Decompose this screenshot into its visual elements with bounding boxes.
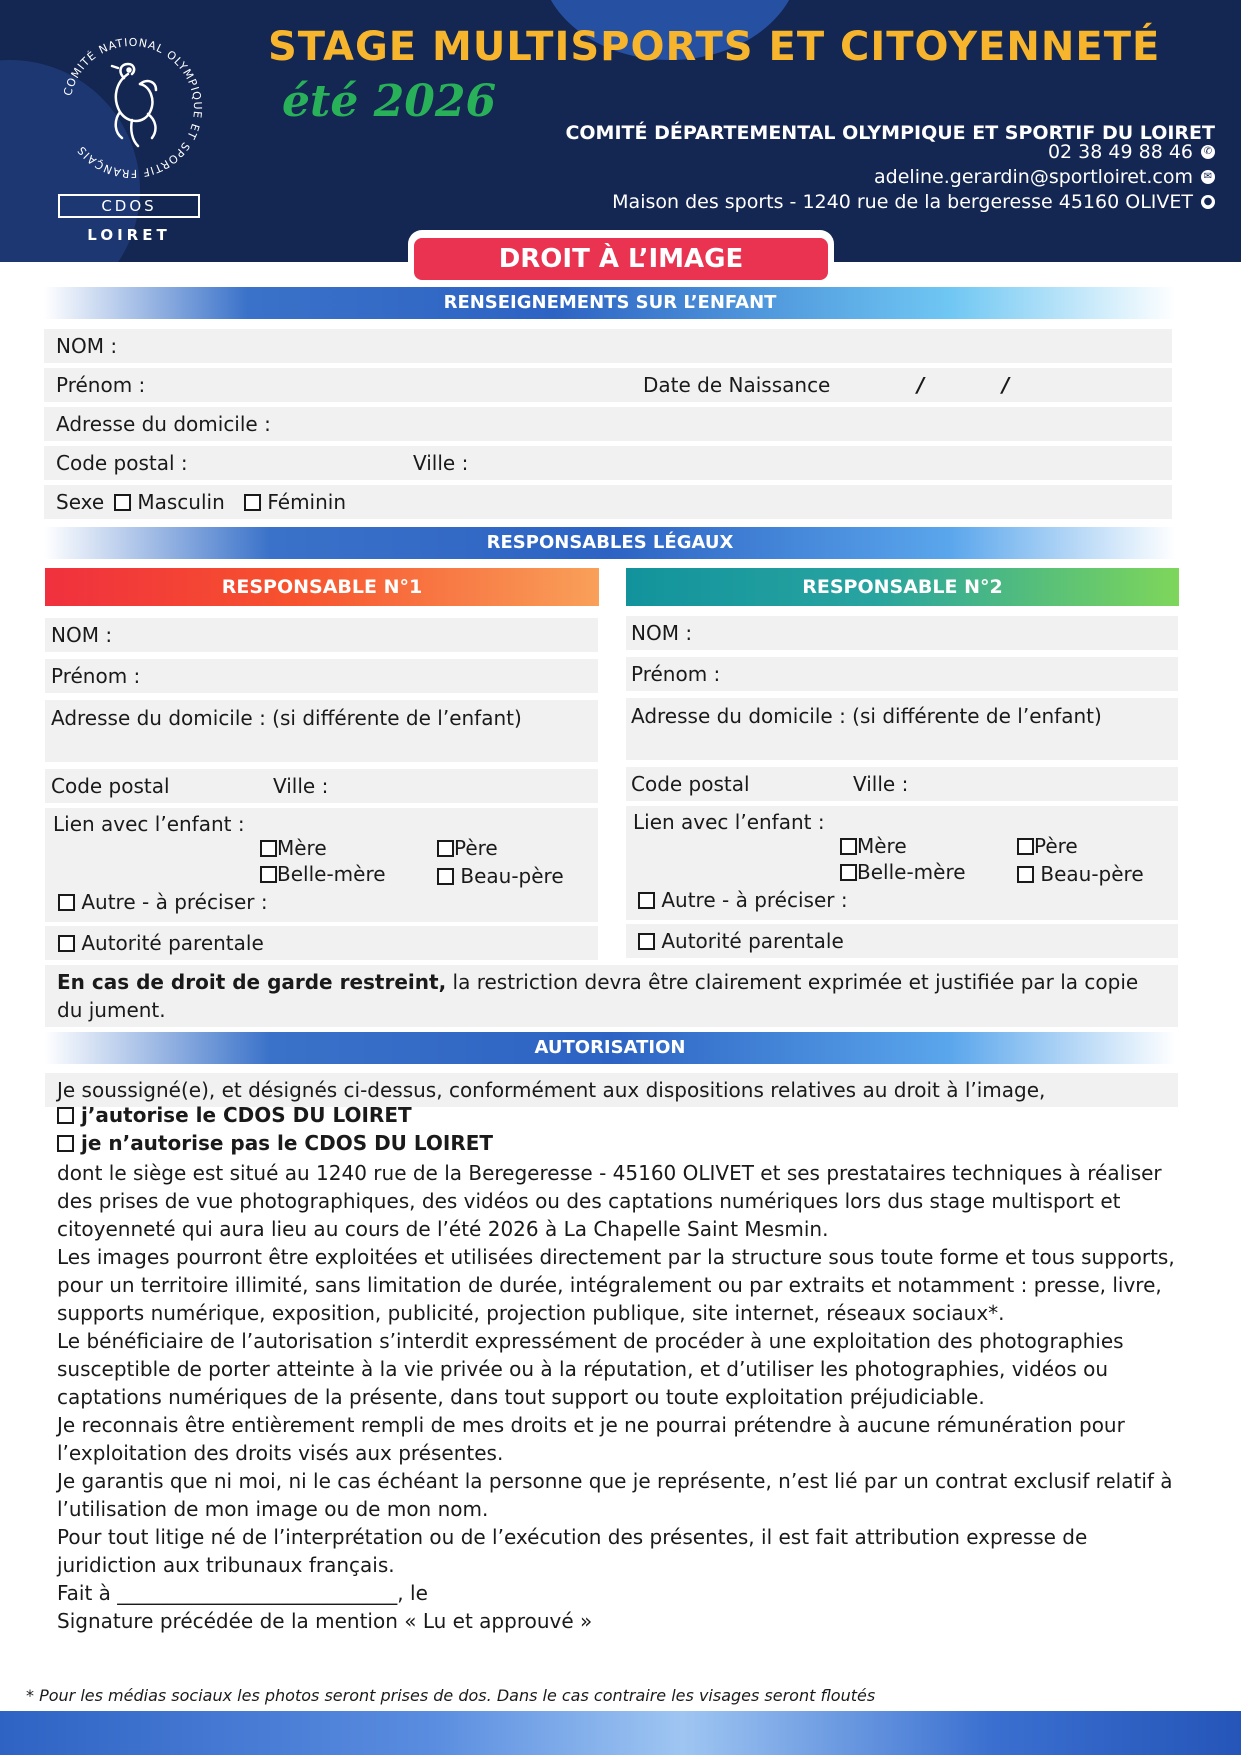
resp1-authority-label: Autorité parentale [81, 931, 264, 955]
resp1-stepmother-label: Belle-mère [277, 862, 386, 886]
resp2-address-label: Adresse du domicile : (si différente de l’enfant) [631, 704, 1102, 728]
checkbox-parental-authority[interactable] [638, 933, 655, 950]
resp1-authority-row [45, 926, 598, 960]
checkbox-other[interactable] [58, 894, 75, 911]
resp2-mother-option[interactable] [840, 834, 907, 858]
resp2-father-label: Père [1034, 834, 1078, 858]
resp2-name-label: NOM : [631, 621, 693, 645]
contact-address [612, 191, 1215, 213]
place-date-line[interactable]: Fait à ____________________________, le [57, 1581, 428, 1605]
section-child-header: RENSEIGNEMENTS SUR L’ENFANT [44, 287, 1176, 319]
resp2-postal-row[interactable] [626, 767, 1178, 801]
resp1-relation-label: Lien avec l’enfant : [53, 812, 245, 836]
authorization-paragraph: Je garantis que ni moi, ni le cas échéant la personne que je représente, n’est lié par un contrat exclusif relatif à l’utilisation de mon image ou de mon nom. [57, 1469, 1173, 1521]
sex-male-label: Masculin [137, 490, 225, 514]
resp1-stepfather-label: Beau-père [460, 864, 564, 888]
resp1-relation-box [45, 808, 598, 922]
custody-note-text [57, 968, 1167, 1024]
svg-text:COMITÉ NATIONAL OLYMPIQUE ET S [61, 36, 204, 180]
resp2-postal-label: Code postal [631, 772, 750, 796]
date-separator: / [917, 373, 925, 397]
resp2-authority-row [626, 924, 1178, 958]
child-firstname-row[interactable] [44, 368, 1172, 402]
rooster-logo-icon [52, 28, 212, 188]
resp2-stepfather-label: Beau-père [1040, 862, 1144, 886]
contact-email [874, 166, 1215, 188]
resp2-address-row[interactable] [626, 698, 1178, 760]
sex-label: Sexe [56, 490, 105, 514]
authorization-paragraph: dont le siège est situé au 1240 rue de la Beregeresse - 45160 OLIVET et ses prestataires techniques à réaliser des prises de vue photographiques, des vidéos ou des captations numériques lors dus stage multisport et citoyenneté qui aura lieu au cours de l’été 2026 à La Chapelle Saint Mesmin. [57, 1161, 1162, 1241]
document-banner: DROIT À L’IMAGE [414, 238, 828, 280]
resp1-father-label: Père [454, 836, 498, 860]
phone-number: 02 38 49 88 46 [1047, 141, 1193, 163]
authorization-paragraph: Les images pourront être exploitées et utilisées directement par la structure sous toute forme et tous supports, pour un territoire illimité, sans limitation de durée, intégralement ou par extraits et notamment : presse, livre, supports numérique, exposition, publicité, projection publique, site internet, réseaux sociaux*. [57, 1245, 1175, 1325]
footnote: * Pour les médias sociaux les photos seront prises de dos. Dans le cas contraire les visages seront floutés [26, 1686, 876, 1705]
resp1-city-label: Ville : [273, 774, 329, 798]
resp2-stepmother-label: Belle-mère [857, 860, 966, 884]
child-address-row[interactable] [44, 407, 1172, 441]
resp1-stepmother-option[interactable] [260, 862, 386, 886]
checkbox-stepmother[interactable] [840, 864, 857, 881]
resp1-address-label: Adresse du domicile : (si différente de l’enfant) [51, 706, 522, 730]
resp2-authority-option[interactable] [638, 929, 844, 953]
authorization-intro: Je soussigné(e), et désignés ci-dessus, conformément aux dispositions relatives au droit à l’image, [57, 1078, 1046, 1102]
resp2-header: RESPONSABLE N°2 [626, 568, 1179, 606]
resp1-firstname-label: Prénom : [51, 664, 141, 688]
resp1-header: RESPONSABLE N°1 [45, 568, 599, 606]
page-subtitle: été 2026 [282, 76, 497, 127]
cdos-logo [52, 28, 212, 248]
child-postal-row[interactable] [44, 446, 1172, 480]
resp1-name-label: NOM : [51, 623, 113, 647]
checkbox-male[interactable] [114, 494, 131, 511]
organization-name: COMITÉ DÉPARTEMENTAL OLYMPIQUE ET SPORTIF DU LOIRET [565, 122, 1215, 144]
date-separator: / [1002, 373, 1010, 397]
checkbox-mother[interactable] [260, 840, 277, 857]
birthdate-label: Date de Naissance [643, 373, 831, 397]
checkbox-authorize[interactable] [57, 1107, 74, 1124]
page-header [0, 0, 1241, 262]
checkbox-other[interactable] [638, 892, 655, 909]
logo-region-label: LOIRET [87, 226, 171, 244]
resp2-father-option[interactable] [1017, 834, 1078, 858]
authorization-paragraph: Pour tout litige né de l’interprétation ou de l’exécution des présentes, il est fait attribution expresse de juridiction aux tribunaux français. [57, 1525, 1088, 1577]
resp1-name-row[interactable] [45, 618, 598, 652]
resp2-mother-label: Mère [857, 834, 907, 858]
resp2-relation-label: Lien avec l’enfant : [633, 810, 825, 834]
logo-ring-text: COMITÉ NATIONAL OLYMPIQUE ET SPORTIF FRANÇAIS [61, 35, 205, 181]
resp1-firstname-row[interactable] [45, 659, 598, 693]
authorization-paragraph: Le bénéficiaire de l’autorisation s’interdit expressément de procéder à une exploitation des photographies susceptible de porter atteinte à la vie privée ou à la réputation, et d’utiliser les photographies, vidéos ou captations numériques de la présente, dans tout support ou toute exploitation préjudiciable. [57, 1329, 1124, 1409]
email-address: adeline.gerardin@sportloiret.com [874, 166, 1193, 188]
child-name-label: NOM : [56, 334, 118, 358]
logo-cdos-box: CDOS [58, 194, 200, 218]
resp1-stepfather-option[interactable] [437, 864, 564, 888]
resp1-father-option[interactable] [437, 836, 498, 860]
resp1-other-option[interactable] [58, 890, 268, 914]
checkbox-stepfather[interactable] [437, 868, 454, 885]
authorize-yes-label: j’autorise le CDOS DU LOIRET [80, 1103, 412, 1127]
resp2-authority-label: Autorité parentale [661, 929, 844, 953]
resp1-postal-label: Code postal [51, 774, 170, 798]
resp1-mother-label: Mère [277, 836, 327, 860]
checkbox-father[interactable] [437, 840, 454, 857]
resp1-mother-option[interactable] [260, 836, 327, 860]
resp2-other-label: Autre - à préciser : [661, 888, 848, 912]
sex-female-option[interactable] [244, 490, 346, 514]
custody-note [45, 965, 1178, 1027]
resp2-name-row[interactable] [626, 616, 1178, 650]
section-authorization-header: AUTORISATION [44, 1032, 1176, 1064]
resp1-address-row[interactable] [45, 700, 598, 762]
resp2-firstname-label: Prénom : [631, 662, 721, 686]
authorization-paragraph: Je reconnais être entièrement rempli de mes droits et je ne pourrai prétendre à aucune rémunération pour l’exploitation des droits visés aux présentes. [57, 1413, 1125, 1465]
authorize-no-label: je n’autorise pas le CDOS DU LOIRET [80, 1131, 494, 1155]
location-icon: ● [1201, 195, 1215, 209]
checkbox-stepfather[interactable] [1017, 866, 1034, 883]
postal-address: Maison des sports - 1240 rue de la bergeresse 45160 OLIVET [612, 191, 1193, 213]
child-postal-label: Code postal : [56, 451, 188, 475]
resp2-relation-box [626, 806, 1178, 920]
signature-line: Signature précédée de la mention « Lu et approuvé » [57, 1609, 593, 1633]
contact-phone [1048, 141, 1215, 163]
child-city-label: Ville : [413, 451, 469, 475]
checkbox-parental-authority[interactable] [58, 935, 75, 952]
checkbox-mother[interactable] [840, 838, 857, 855]
email-icon: ✉ [1201, 170, 1215, 184]
checkbox-female[interactable] [244, 494, 261, 511]
resp2-firstname-row[interactable] [626, 657, 1178, 691]
section-legal-header: RESPONSABLES LÉGAUX [44, 527, 1176, 559]
checkbox-stepmother[interactable] [260, 866, 277, 883]
authorize-no-option[interactable] [57, 1131, 493, 1155]
resp2-stepmother-option[interactable] [840, 860, 966, 884]
sex-male-option[interactable] [114, 490, 225, 514]
child-firstname-label: Prénom : [56, 373, 146, 397]
sex-female-label: Féminin [267, 490, 347, 514]
checkbox-do-not-authorize[interactable] [57, 1135, 74, 1152]
phone-icon: ✆ [1201, 145, 1215, 159]
page-title: STAGE MULTISPORTS ET CITOYENNETÉ [268, 24, 1161, 70]
authorize-yes-option[interactable] [57, 1103, 412, 1127]
child-name-row[interactable] [44, 329, 1172, 363]
resp1-other-label: Autre - à préciser : [81, 890, 268, 914]
checkbox-father[interactable] [1017, 838, 1034, 855]
child-sex-row [44, 485, 1172, 519]
custody-note-rest: la restriction devra être clairement exprimée et justifiée par la copie du jument. [57, 970, 1139, 1022]
resp1-postal-row[interactable] [45, 769, 598, 803]
footer-decoration [0, 1711, 1241, 1755]
authorization-intro-row [45, 1073, 1178, 1107]
resp1-authority-option[interactable] [58, 931, 264, 955]
child-address-label: Adresse du domicile : [56, 412, 271, 436]
resp2-other-option[interactable] [638, 888, 848, 912]
resp2-city-label: Ville : [853, 772, 909, 796]
authorization-body [57, 1159, 1187, 1635]
custody-note-bold: En cas de droit de garde restreint, [57, 970, 447, 994]
resp2-stepfather-option[interactable] [1017, 862, 1144, 886]
